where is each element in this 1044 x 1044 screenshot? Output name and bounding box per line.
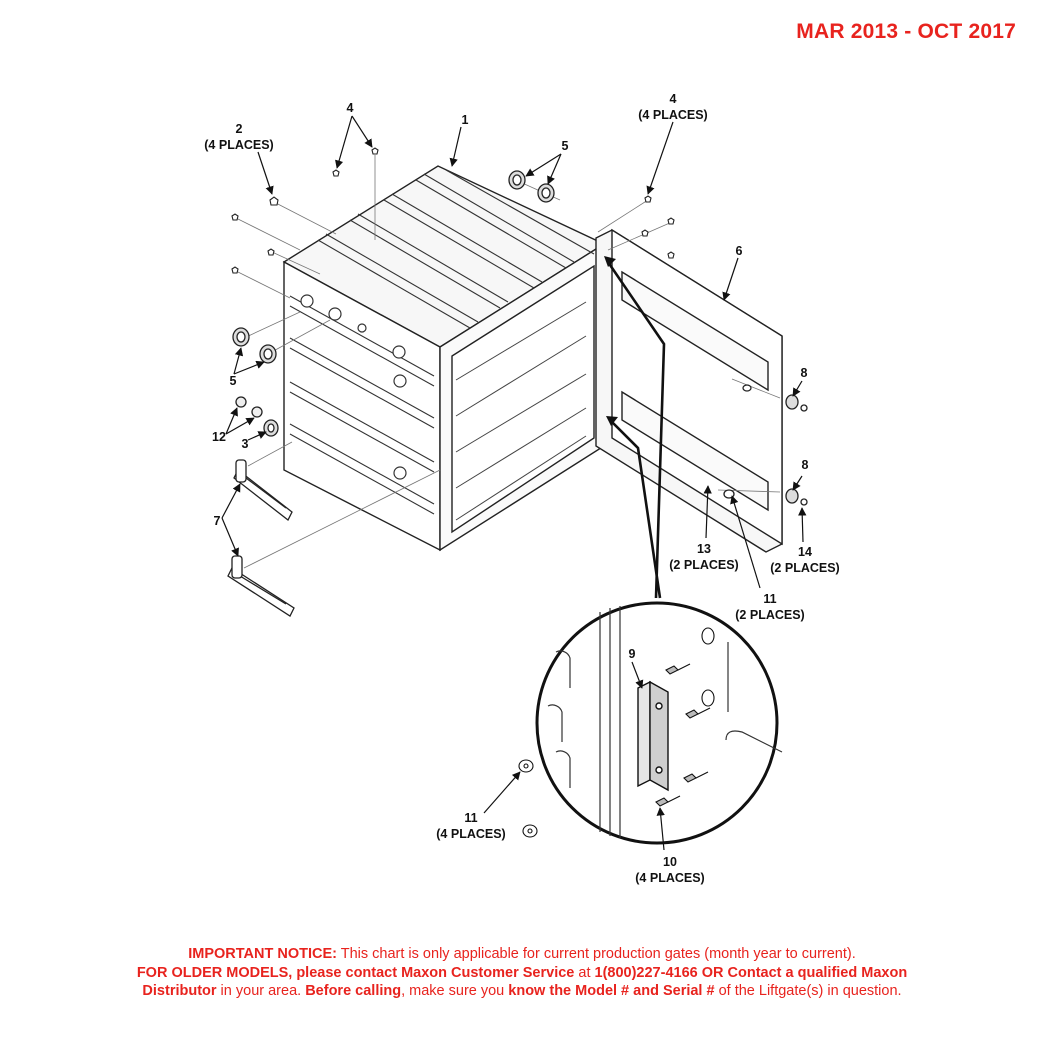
callout-2-number: 2 (235, 122, 243, 136)
storage-box-body (284, 166, 604, 550)
callout-4b-places: (4 PLACES) (638, 108, 708, 122)
callout-11b-places: (4 PLACES) (436, 827, 506, 841)
callout-10-places: (4 PLACES) (635, 871, 705, 885)
callout-5b: 5 (229, 374, 237, 388)
callout-10-number: 10 (663, 855, 677, 869)
callout-13-places: (2 PLACES) (669, 558, 739, 572)
callout-5a: 5 (561, 139, 569, 153)
callout-11a-places: (2 PLACES) (735, 608, 805, 622)
notice-line-3: Distributor in your area. Before calling, make sure you know the Model # and Serial # of the Liftgate(s) in question. (142, 983, 902, 999)
callout-12: 12 (212, 430, 226, 444)
callout-3: 3 (241, 437, 249, 451)
callout-8b: 8 (801, 458, 809, 472)
callout-4a: 4 (346, 101, 354, 115)
outer-washers (519, 760, 537, 837)
callout-14-places: (2 PLACES) (770, 561, 840, 575)
callout-9: 9 (628, 647, 636, 661)
callout-6: 6 (735, 244, 743, 258)
callout-13-number: 13 (697, 542, 711, 556)
callout-4b-number: 4 (669, 92, 677, 106)
important-notice (60, 945, 984, 1001)
hinge-detail-view (537, 603, 782, 843)
hinge-part (638, 682, 668, 790)
callout-11a-number: 11 (763, 592, 777, 606)
callout-1: 1 (461, 113, 469, 127)
latch-parts (228, 460, 294, 616)
notice-line-1: IMPORTANT NOTICE: This chart is only applicable for current production gates (month year to current). (188, 946, 856, 962)
notice-line-2: FOR OLDER MODELS, please contact Maxon Customer Service at 1(800)227-4166 OR Contact a qualified Maxon (136, 964, 908, 981)
date-range-label: MAR 2013 - OCT 2017 (796, 20, 1016, 43)
callout-8a: 8 (800, 366, 808, 380)
callout-7: 7 (213, 514, 221, 528)
callout-14-number: 14 (798, 545, 812, 559)
door-panel (596, 230, 782, 552)
callout-2-places: (4 PLACES) (204, 138, 274, 152)
callout-11b-number: 11 (464, 811, 478, 825)
